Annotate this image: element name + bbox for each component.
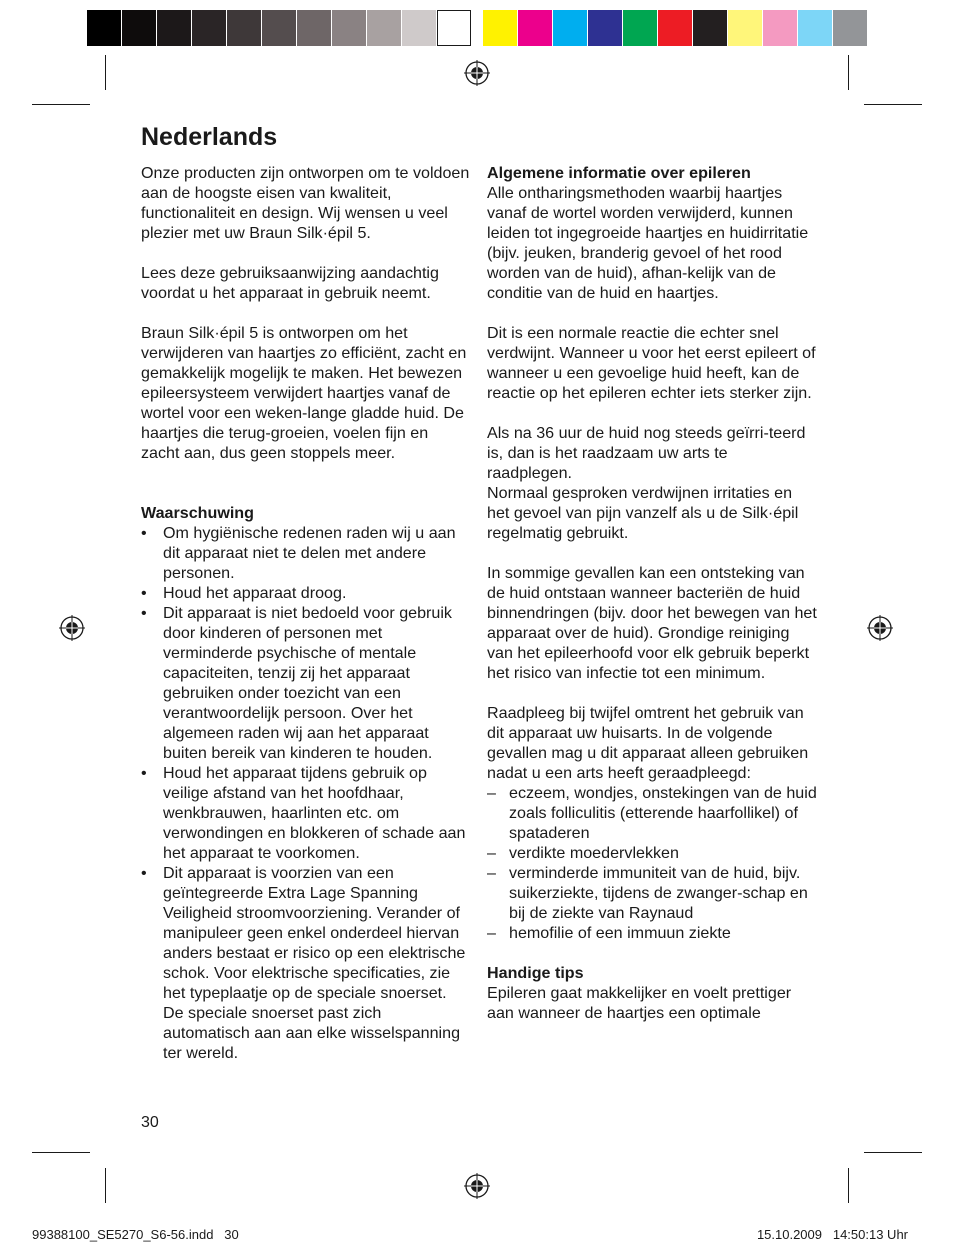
bullet-icon: •: [141, 604, 147, 622]
warning-list: [141, 523, 471, 1063]
color-swatch: [227, 10, 262, 46]
crop-mark: [848, 55, 849, 90]
crop-mark: [848, 1168, 849, 1203]
bullet-icon: •: [141, 584, 147, 602]
list-item-text: Dit apparaat is voorzien van een geïntegreerde Extra Lage Spanning Veiligheid stroomvoorziening. Verander of manipuleer geen enkel onderdeel hiervan anders bestaat er risico op een elektrische schok. Voor elektrische specificaties, zie het typeplaatje op de speciale snoerset. De speciale snoerset past zich automatisch aan aan elke wisselspanning ter wereld.: [163, 864, 466, 1062]
warning-heading: Waarschuwing: [141, 504, 254, 522]
color-swatch: [402, 10, 437, 46]
tips-paragraph: Epileren gaat makkelijker en voelt prettiger aan wanneer de haartjes een optimale: [487, 984, 792, 1022]
color-swatch: [728, 10, 763, 46]
crop-mark: [864, 104, 922, 105]
color-swatch: [588, 10, 623, 46]
list-item-text: hemofilie of een immuun ziekte: [509, 924, 731, 942]
dash-icon: –: [487, 844, 496, 862]
crop-mark: [32, 104, 90, 105]
color-swatch: [157, 10, 192, 46]
registration-mark-icon: [464, 60, 490, 86]
list-item: [487, 783, 817, 843]
slug-timestamp: 15.10.2009 14:50:13 Uhr: [756, 1227, 908, 1242]
color-swatch: [122, 10, 157, 46]
list-item: [141, 523, 471, 583]
page-title: Nederlands: [141, 123, 278, 151]
page-number: 30: [141, 1114, 159, 1131]
tips-heading: Handige tips: [487, 964, 584, 982]
color-swatch: [297, 10, 332, 46]
list-item: [141, 603, 471, 763]
crop-mark: [32, 1152, 90, 1153]
intro-paragraph: Onze producten zijn ontworpen om te voldoen aan de hoogste eisen van kwaliteit, functionaliteit en design. Wij wensen u veel plezier met uw Braun Silk·épil 5.: [141, 164, 470, 242]
general-info-heading: Algemene informatie over epileren: [487, 164, 751, 182]
color-swatch: [553, 10, 588, 46]
left-column: [141, 163, 471, 1063]
color-swatch: [192, 10, 227, 46]
color-swatch: [763, 10, 798, 46]
right-column: [487, 163, 817, 1023]
color-swatch: [87, 10, 122, 46]
bullet-icon: •: [141, 524, 147, 542]
grayscale-calibration-bar: [87, 10, 472, 46]
consult-paragraph: Raadpleeg bij twijfel omtrent het gebruik van dit apparaat uw huisarts. In de volgende gevallen mag u dit apparaat alleen gebruiken nadat u een arts heeft geraadpleegd:: [487, 704, 809, 782]
slug-filename: 99388100_SE5270_S6-56.indd 30: [32, 1227, 239, 1242]
crop-mark: [864, 1152, 922, 1153]
registration-mark-icon: [464, 1173, 490, 1199]
list-item: [487, 923, 817, 943]
general-paragraph: Alle ontharingsmethoden waarbij haartjes vanaf de wortel worden verwijderd, kunnen leiden tot ingegroeide haartjes en huidirritatie (bijv. jeuken, branderig gevoel of het rood worden van de huid), afhan-kelijk van de conditie van de huid en haartjes.: [487, 184, 809, 302]
color-swatch: [332, 10, 367, 46]
general-paragraph: Als na 36 uur de huid nog steeds geïrri-teerd is, dan is het raadzaam uw arts te raadplegen.: [487, 424, 806, 482]
color-swatch: [262, 10, 297, 46]
list-item: [487, 843, 817, 863]
general-paragraph: In sommige gevallen kan een ontsteking van de huid ontstaan wanneer bacteriën de huid binnendringen (bijv. door het bewegen van het apparaat over de huid). Grondige reiniging van het epileerhoofd voor elk gebruik beperkt het risico van infectie tot een minimum.: [487, 564, 817, 682]
bullet-icon: •: [141, 864, 147, 882]
list-item: [141, 863, 471, 1063]
list-item: [487, 863, 817, 923]
list-item-text: Om hygiënische redenen raden wij u aan dit apparaat niet te delen met andere personen.: [163, 524, 456, 582]
dash-icon: –: [487, 784, 496, 802]
list-item-text: verminderde immuniteit van de huid, bijv. suikerziekte, tijdens de zwanger-schap en bij de ziekte van Raynaud: [509, 864, 808, 922]
list-item-text: verdikte moedervlekken: [509, 844, 679, 862]
general-paragraph: Normaal gesproken verdwijnen irritaties en het gevoel van pijn vanzelf als u de Silk·épil regelmatig gebruikt.: [487, 484, 799, 542]
registration-mark-icon: [59, 615, 85, 641]
color-swatch: [483, 10, 518, 46]
list-item: [141, 583, 471, 603]
list-item-text: eczeem, wondjes, onstekingen van de huid zoals folliculitis (etterende haarfollikel) of spataderen: [509, 784, 817, 842]
crop-mark: [105, 1168, 106, 1203]
color-swatch: [833, 10, 868, 46]
conditions-list: [487, 783, 817, 943]
color-swatch: [437, 10, 472, 46]
list-item-text: Houd het apparaat tijdens gebruik op veilige afstand van het hoofdhaar, wenkbrauwen, haarlinten etc. om verwondingen en blokkeren of schade aan het apparaat te voorkomen.: [163, 764, 466, 862]
bullet-icon: •: [141, 764, 147, 782]
dash-icon: –: [487, 924, 496, 942]
crop-mark: [105, 55, 106, 90]
general-paragraph: Dit is een normale reactie die echter snel verdwijnt. Wanneer u voor het eerst epileert of wanneer u een gevoelige huid heeft, kan de reactie op het epileren echter iets sterker zijn.: [487, 324, 816, 402]
dash-icon: –: [487, 864, 496, 882]
list-item-text: Houd het apparaat droog.: [163, 584, 347, 602]
color-swatch: [658, 10, 693, 46]
color-calibration-bar: [483, 10, 868, 46]
color-swatch: [623, 10, 658, 46]
color-swatch: [518, 10, 553, 46]
registration-mark-icon: [867, 615, 893, 641]
color-swatch: [367, 10, 402, 46]
color-swatch: [798, 10, 833, 46]
list-item: [141, 763, 471, 863]
instruction-paragraph: Lees deze gebruiksaanwijzing aandachtig voordat u het apparaat in gebruik neemt.: [141, 264, 439, 302]
color-swatch: [693, 10, 728, 46]
product-paragraph: Braun Silk·épil 5 is ontworpen om het verwijderen van haartjes zo efficiënt, zacht en gemakkelijk mogelijk te maken. Het bewezen epileersysteem verwijdert haartjes vanaf de wortel voor een weken-lange gladde huid. De haartjes die terug-groeien, voelen fijn en zacht aan, dus geen stoppels meer.: [141, 324, 467, 462]
list-item-text: Dit apparaat is niet bedoeld voor gebruik door kinderen of personen met verminderde psychische of mentale capaciteiten, tenzij zij het apparaat gebruiken onder toezicht van een verantwoordelijk persoon. Over het algemeen raden wij aan het apparaat buiten bereik van kinderen te houden.: [163, 604, 452, 762]
